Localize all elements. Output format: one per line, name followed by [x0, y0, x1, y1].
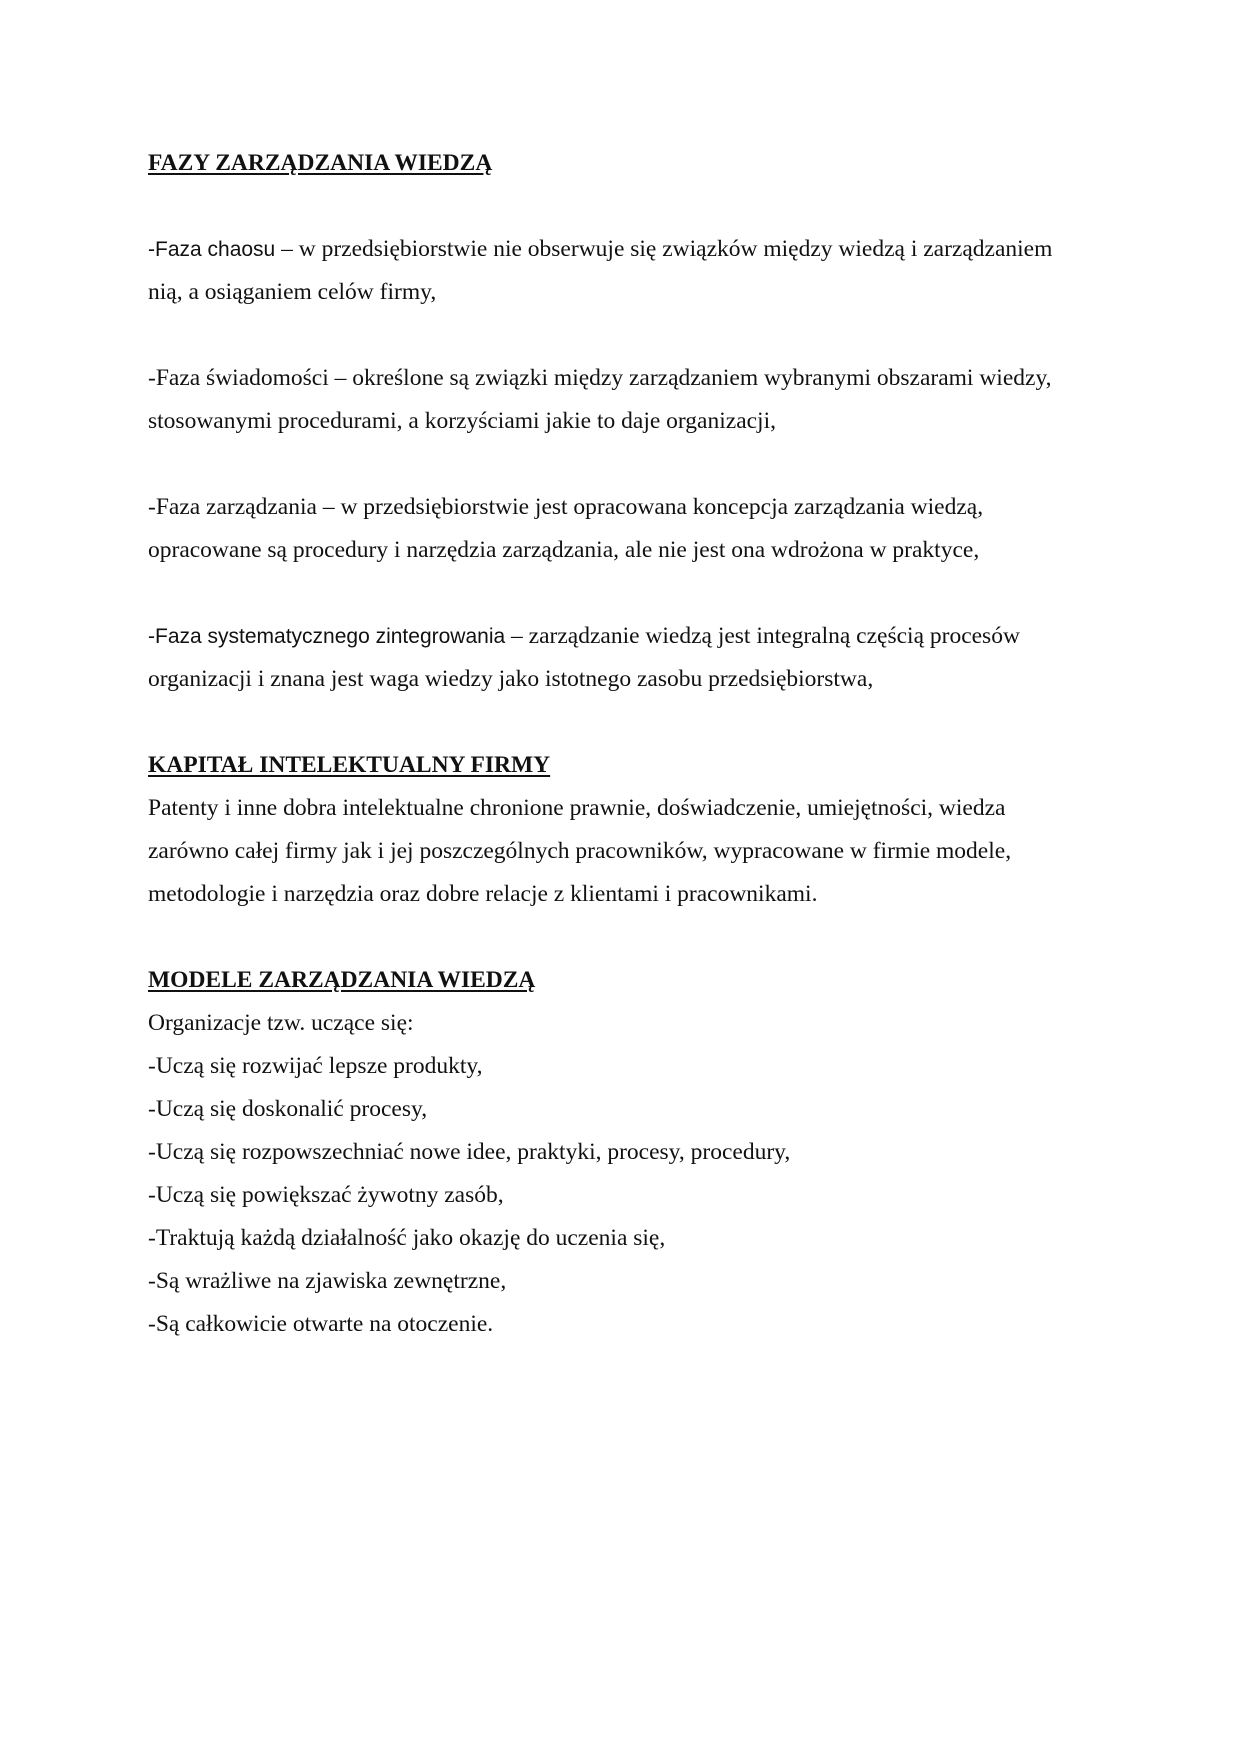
- list-item: -Uczą się rozpowszechniać nowe idee, praktyki, procesy, procedury,: [148, 1139, 791, 1165]
- list-item: -Uczą się doskonalić procesy,: [148, 1096, 428, 1122]
- phase-term: -Faza systematycznego zintegrowania: [148, 625, 506, 648]
- modele-intro: Organizacje tzw. uczące się:: [148, 1010, 414, 1036]
- phase-term: -Faza świadomości: [148, 365, 329, 391]
- phase-description: – określone są związki między zarządzaniem wybranymi obszarami wiedzy, stosowanymi procedurami, a korzyściami jakie to daje organizacji,: [148, 365, 1052, 434]
- list-item: -Są całkowicie otwarte na otoczenie.: [148, 1311, 494, 1337]
- section-heading-fazy: FAZY ZARZĄDZANIA WIEDZĄ: [148, 150, 493, 176]
- list-item: -Uczą się rozwijać lepsze produkty,: [148, 1053, 483, 1079]
- list-item: -Traktują każdą działalność jako okazję do uczenia się,: [148, 1225, 666, 1251]
- phase-term: -Faza chaosu: [148, 238, 276, 261]
- section-heading-kapital: KAPITAŁ INTELEKTUALNY FIRMY: [148, 752, 551, 778]
- kapital-paragraph: Patenty i inne dobra intelektualne chronione prawnie, doświadczenie, umiejętności, wiedza zarówno całej firmy jak i jej poszczególnych pracowników, wypracowane w firmie modele, metodologie i narzędzia oraz dobre relacje z klientami i pracownikami.: [148, 795, 1012, 907]
- list-item: -Są wrażliwe na zjawiska zewnętrzne,: [148, 1268, 507, 1294]
- document-content: [148, 142, 1088, 1346]
- phase-term: -Faza zarządzania: [148, 494, 317, 520]
- phase-description: – w przedsiębiorstwie nie obserwuje się związków między wiedzą i zarządzaniem nią, a osiąganiem celów firmy,: [148, 236, 1053, 305]
- phase-description: – zarządzanie wiedzą jest integralną częścią procesów organizacji i znana jest waga wiedzy jako istotnego zasobu przedsiębiorstwa,: [148, 623, 1020, 692]
- phase-paragraph: [148, 486, 1088, 572]
- phase-description: – w przedsiębiorstwie jest opracowana koncepcja zarządzania wiedzą, opracowane są procedury i narzędzia zarządzania, ale nie jest ona wdrożona w praktyce,: [148, 494, 984, 563]
- section-heading-modele: MODELE ZARZĄDZANIA WIEDZĄ: [148, 967, 536, 993]
- list-item: -Uczą się powiększać żywotny zasób,: [148, 1182, 504, 1208]
- phase-paragraph: [148, 228, 1088, 314]
- phase-paragraph: [148, 615, 1088, 701]
- phase-paragraph: [148, 357, 1088, 443]
